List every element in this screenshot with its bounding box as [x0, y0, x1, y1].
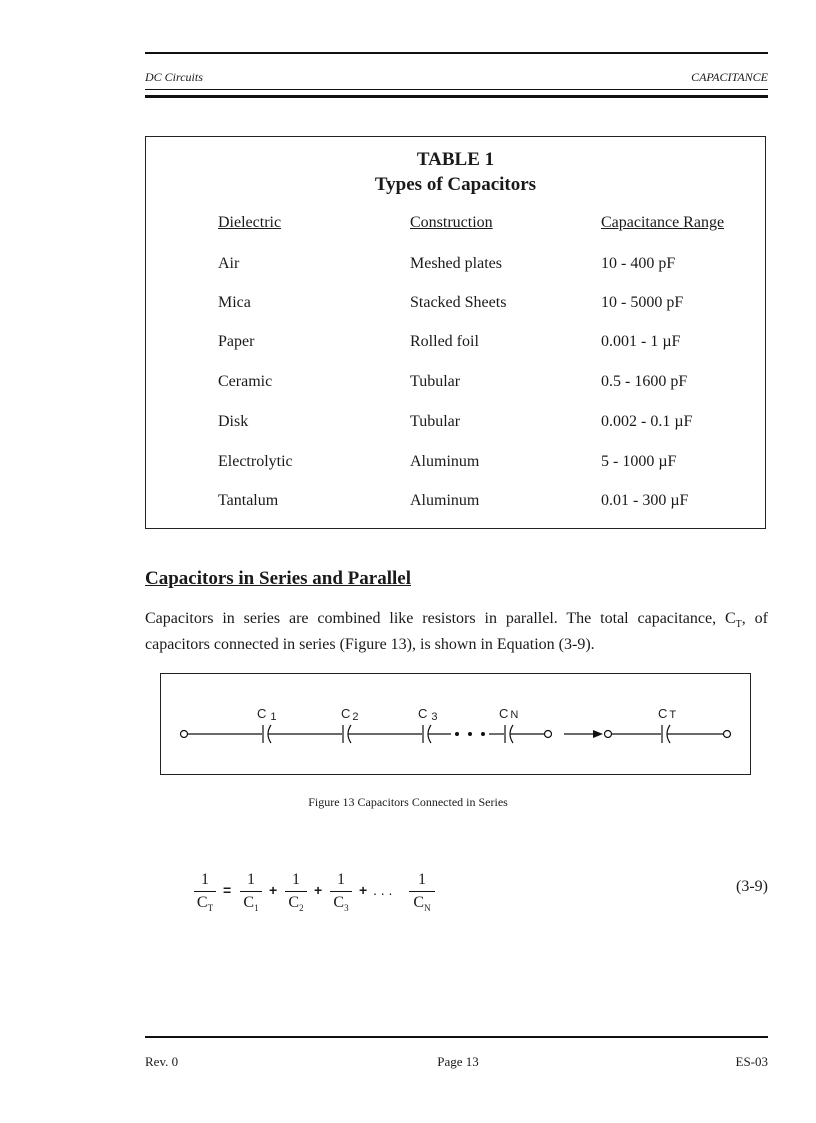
range-cell: 5 - 1000 µF	[601, 453, 677, 470]
arrow-head	[593, 730, 603, 738]
fraction-1-over-c3	[330, 870, 352, 917]
section-paragraph	[145, 609, 768, 655]
column-header-dielectric: Dielectric	[218, 214, 282, 231]
c2-label: C 2	[341, 706, 359, 723]
series-circuit-figure	[160, 673, 751, 775]
numerator: 1	[247, 871, 255, 888]
range-cell: 10 - 400 pF	[601, 255, 676, 272]
equation-number: (3-9)	[736, 878, 768, 895]
construction-cell: Rolled foil	[410, 333, 479, 350]
plus-sign: +	[269, 882, 278, 898]
fraction-1-over-cn	[409, 870, 435, 917]
range-cell: 10 - 5000 pF	[601, 294, 684, 311]
dielectric-cell: Tantalum	[218, 492, 279, 509]
figure-caption: Figure 13 Capacitors Connected in Series	[308, 795, 508, 809]
fraction-1-over-c2	[285, 870, 307, 917]
footer-rule	[145, 1036, 768, 1038]
construction-cell: Meshed plates	[410, 255, 502, 272]
construction-cell: Aluminum	[410, 492, 480, 509]
numerator: 1	[201, 871, 209, 888]
series-capacitance-equation	[0, 870, 816, 930]
range-cell: 0.002 - 0.1 µF	[601, 413, 693, 430]
header-right: CAPACITANCE	[691, 70, 768, 84]
c1-label: C 1	[257, 706, 277, 723]
construction-cell: Stacked Sheets	[410, 294, 507, 311]
table-subtitle: Types of Capacitors	[374, 174, 537, 195]
fraction-1-over-ct	[194, 870, 216, 917]
series-circuit-diagram	[161, 674, 749, 773]
terminal	[605, 731, 612, 738]
numerator: 1	[418, 871, 426, 888]
ellipsis: . . .	[373, 882, 393, 898]
ellipsis-dot	[481, 732, 485, 736]
dielectric-cell: Mica	[218, 294, 251, 311]
paragraph-text-2: , of capacitors connected in series (Figure 13), is shown in Equation (3-9).	[145, 610, 769, 654]
fraction-1-over-c1	[240, 870, 262, 917]
header-rule-thin	[145, 89, 768, 90]
terminal-left	[181, 731, 188, 738]
fraction-bar	[409, 891, 435, 892]
column-header-construction: Construction	[410, 214, 493, 231]
denominator: $C_1$	[243, 894, 259, 914]
dielectric-cell: Ceramic	[218, 373, 273, 390]
header-left: DC Circuits	[145, 70, 203, 84]
fraction-bar	[240, 891, 262, 892]
paragraph-subscript: T	[735, 619, 742, 631]
denominator: $C_2$	[288, 894, 304, 914]
dielectric-cell: Air	[218, 255, 240, 272]
numerator: 1	[337, 871, 345, 888]
cn-label: C N	[499, 706, 519, 721]
range-cell: 0.001 - 1 µF	[601, 333, 681, 350]
fraction-bar	[194, 891, 216, 892]
table-title: TABLE 1	[416, 149, 495, 170]
denominator: $C_T$	[196, 894, 214, 914]
plus-sign: +	[359, 882, 368, 898]
column-header-range: Capacitance Range	[601, 214, 725, 231]
dielectric-cell: Paper	[218, 333, 255, 350]
plus-sign: +	[314, 882, 323, 898]
footer-revision: Rev. 0	[145, 1054, 179, 1069]
range-cell: 0.5 - 1600 pF	[601, 373, 688, 390]
fraction-bar	[285, 891, 307, 892]
denominator: $C_N$	[413, 894, 431, 914]
ct-label: C T	[658, 706, 677, 721]
dielectric-cell: Electrolytic	[218, 453, 293, 470]
c3-label: C 3	[418, 706, 438, 723]
construction-cell: Tubular	[410, 413, 461, 430]
numerator: 1	[292, 871, 300, 888]
footer-page-number: Page 13	[437, 1054, 479, 1069]
paragraph-text-1: Capacitors in series are combined like resistors in parallel. The total capacitance, C	[145, 610, 736, 627]
section-title: Capacitors in Series and Parallel	[145, 568, 411, 589]
header-top-rule	[145, 52, 768, 54]
construction-cell: Aluminum	[410, 453, 480, 470]
ellipsis-dot	[455, 732, 459, 736]
ellipsis-dot	[468, 732, 472, 736]
footer-doc-id: ES-03	[735, 1054, 768, 1069]
header-rule-thick	[145, 95, 768, 98]
terminal-right	[724, 731, 731, 738]
denominator: $C_3$	[333, 894, 349, 914]
terminal	[545, 731, 552, 738]
fraction-bar	[330, 891, 352, 892]
dielectric-cell: Disk	[218, 413, 249, 430]
construction-cell: Tubular	[410, 373, 461, 390]
equals-sign: =	[223, 882, 232, 898]
capacitor-types-table	[145, 136, 766, 529]
range-cell: 0.01 - 300 µF	[601, 492, 689, 509]
